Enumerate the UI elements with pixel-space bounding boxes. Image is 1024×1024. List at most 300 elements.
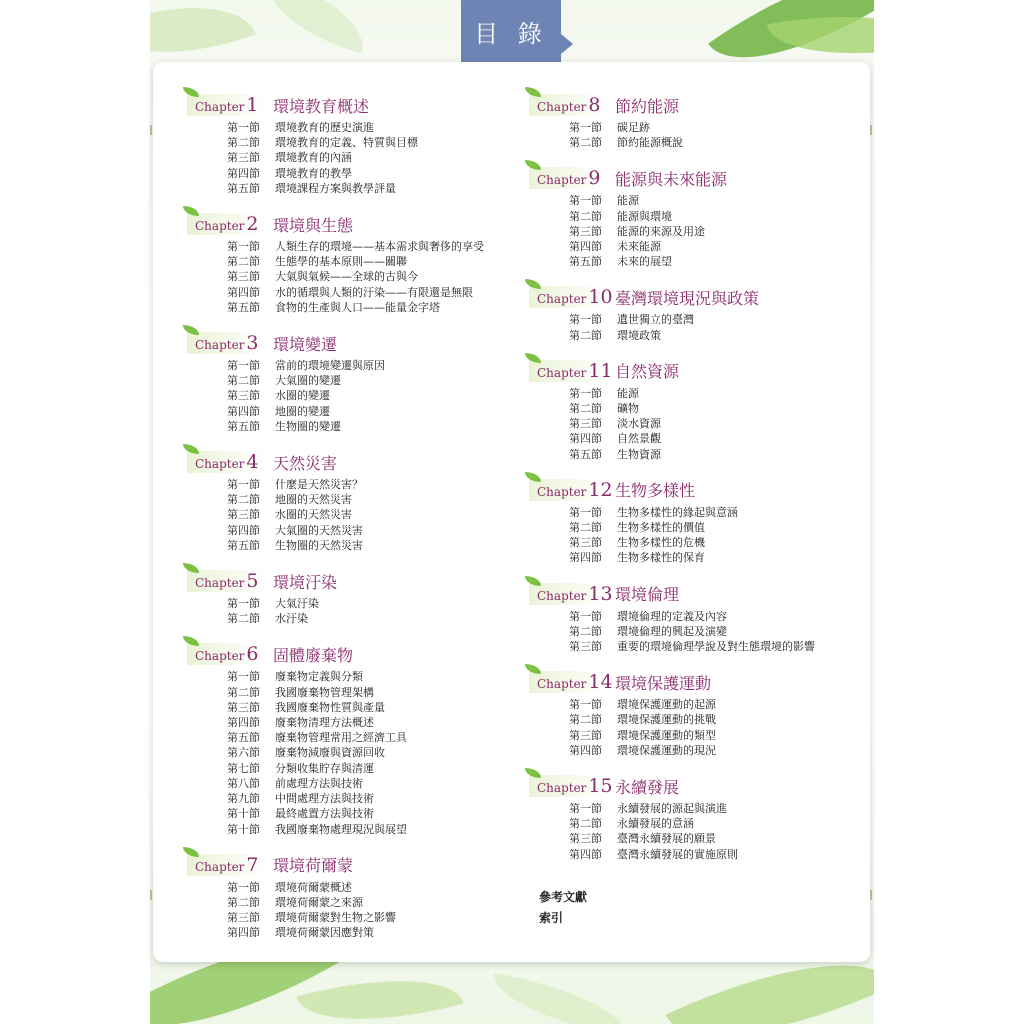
section-title: 礦物 <box>617 402 639 416</box>
chapter-word: Chapter <box>537 677 587 692</box>
toc-title-tab <box>461 0 561 62</box>
section-entry[interactable] <box>187 135 484 150</box>
chapter-entry <box>187 328 484 434</box>
section-entry[interactable] <box>187 404 484 419</box>
chapter-title: 生物多樣性 <box>615 481 696 501</box>
chapter-heading[interactable] <box>529 90 815 120</box>
section-number: 第九節 <box>227 792 260 806</box>
chapter-word: Chapter <box>537 100 587 114</box>
chapter-heading[interactable] <box>529 667 815 697</box>
leaf-icon <box>525 160 541 170</box>
chapter-title: 環境保護運動 <box>615 673 712 693</box>
section-number: 第四節 <box>569 743 602 757</box>
section-entry[interactable] <box>529 520 815 535</box>
chapter-badge <box>187 94 267 116</box>
section-number: 第四節 <box>227 523 260 537</box>
section-entry[interactable] <box>529 224 815 239</box>
section-number: 第一節 <box>569 802 602 816</box>
section-entry[interactable] <box>529 816 815 831</box>
chapter-word: Chapter <box>537 173 587 188</box>
chapter-title: 臺灣環境現況與政策 <box>615 288 760 308</box>
leaf-decoration <box>255 0 374 53</box>
section-title: 廢棄物定義與分類 <box>275 670 363 684</box>
section-entry[interactable] <box>187 507 484 522</box>
section-title: 環境保護運動的類型 <box>617 728 716 742</box>
section-entry[interactable] <box>187 700 484 715</box>
chapter-title: 自然資源 <box>615 362 680 382</box>
section-number: 第二節 <box>569 713 602 727</box>
section-number: 第四節 <box>227 716 260 730</box>
section-number: 第一節 <box>227 670 260 684</box>
chapter-number: 3 <box>246 332 259 355</box>
section-number: 第一節 <box>569 121 602 134</box>
section-entry[interactable] <box>529 712 815 727</box>
section-title: 環境荷爾蒙對生物之影響 <box>275 911 396 925</box>
chapter-word: Chapter <box>195 100 245 114</box>
chapter-word: Chapter <box>537 484 587 499</box>
section-title: 永續發展的源起與演進 <box>617 802 727 816</box>
section-title: 淡水資源 <box>617 417 661 431</box>
chapter-entry <box>529 579 815 655</box>
toc-right-column <box>529 90 815 862</box>
section-title: 最終處置方法與技術 <box>275 807 374 821</box>
chapter-word: Chapter <box>537 292 587 307</box>
section-entry[interactable] <box>187 523 484 538</box>
section-entry[interactable] <box>187 358 484 373</box>
chapter-word: Chapter <box>195 859 245 874</box>
chapter-title: 環境與生態 <box>273 215 354 235</box>
section-entry[interactable] <box>529 743 815 758</box>
chapter-heading[interactable] <box>187 447 484 477</box>
section-number: 第五節 <box>227 419 260 433</box>
section-number: 第三節 <box>569 640 602 654</box>
section-title: 自然景觀 <box>617 432 661 446</box>
chapter-badge <box>187 451 267 473</box>
section-number: 第二節 <box>569 209 602 223</box>
section-title: 能源與環境 <box>617 209 672 223</box>
section-entry[interactable] <box>187 538 484 553</box>
section-title: 大氣汙染 <box>275 597 319 611</box>
chapter-number: 13 <box>588 582 613 605</box>
section-entry[interactable] <box>529 312 815 327</box>
section-entry[interactable] <box>187 611 484 626</box>
section-number: 第二節 <box>569 817 602 831</box>
section-title: 遺世獨立的臺灣 <box>617 313 694 327</box>
section-number: 第四節 <box>227 285 260 299</box>
section-title: 生態學的基本原則——關聯 <box>275 255 407 269</box>
chapter-badge <box>187 570 267 592</box>
chapter-word: Chapter <box>537 781 587 796</box>
section-entry[interactable] <box>187 806 484 821</box>
section-entry[interactable] <box>529 697 815 712</box>
chapter-badge <box>187 643 267 665</box>
section-title: 分類收集貯存與清運 <box>275 761 374 775</box>
section-number: 第四節 <box>227 404 260 418</box>
section-number: 第五節 <box>227 538 260 552</box>
section-number: 第一節 <box>227 597 260 611</box>
section-entry[interactable] <box>187 254 484 269</box>
section-number: 第七節 <box>227 761 260 775</box>
section-number: 第五節 <box>227 731 260 745</box>
section-entry[interactable] <box>187 685 484 700</box>
leaf-icon <box>525 353 541 363</box>
chapter-word: Chapter <box>195 576 245 591</box>
section-title: 能源的來源及用途 <box>617 224 705 238</box>
section-number: 第一節 <box>227 359 260 373</box>
section-entry[interactable] <box>529 328 815 343</box>
chapter-title: 天然災害 <box>273 453 338 473</box>
chapter-badge <box>529 167 609 189</box>
section-entry[interactable] <box>529 728 815 743</box>
chapter-heading[interactable] <box>529 282 815 312</box>
chapter-heading[interactable] <box>529 163 815 193</box>
section-entry[interactable] <box>187 910 484 925</box>
chapter-word: Chapter <box>537 588 587 603</box>
section-entry[interactable] <box>529 831 815 846</box>
section-entry[interactable] <box>529 401 815 416</box>
section-title: 能源 <box>617 386 639 400</box>
section-title: 廢棄物減廢與資源回收 <box>275 746 385 760</box>
section-entry[interactable] <box>529 639 815 654</box>
chapter-badge <box>529 286 613 309</box>
section-number: 第二節 <box>227 685 260 699</box>
section-number: 第三節 <box>227 700 260 714</box>
section-number: 第五節 <box>227 181 260 195</box>
section-title: 大氣與氣候——全球的古與今 <box>275 270 418 284</box>
chapter-number: 8 <box>588 94 601 116</box>
section-entry[interactable] <box>187 373 484 388</box>
section-entry[interactable] <box>529 135 815 150</box>
section-title: 生物多樣性的保育 <box>617 551 705 565</box>
section-number: 第三節 <box>569 728 602 742</box>
margin-mark <box>870 125 872 135</box>
chapter-word: Chapter <box>195 457 245 472</box>
section-entry[interactable] <box>529 801 815 816</box>
section-entry[interactable] <box>187 269 484 284</box>
chapter-title: 能源與未來能源 <box>615 169 728 189</box>
section-entry[interactable] <box>529 609 815 624</box>
section-title: 環境教育的定義、特質與目標 <box>275 136 418 150</box>
section-number: 第一節 <box>227 478 260 492</box>
leaf-icon <box>183 206 199 216</box>
section-entry[interactable] <box>187 419 484 434</box>
section-number: 第三節 <box>227 508 260 522</box>
section-title: 水圈的天然災害 <box>275 508 352 522</box>
toc-left-column <box>187 90 484 941</box>
section-number: 第一節 <box>569 194 602 208</box>
section-title: 環境倫理的定義及內容 <box>617 609 727 623</box>
section-title: 生物資源 <box>617 447 661 461</box>
section-number: 第一節 <box>227 880 260 894</box>
section-number: 第四節 <box>569 551 602 565</box>
chapter-heading[interactable] <box>187 90 484 120</box>
section-title: 環境荷爾蒙之來源 <box>275 895 363 909</box>
leaf-icon <box>525 768 541 778</box>
chapter-number: 1 <box>246 94 259 116</box>
chapter-entry <box>529 475 815 566</box>
section-entry[interactable] <box>529 254 815 269</box>
section-entry[interactable] <box>187 822 484 837</box>
section-title: 環境課程方案與教學評量 <box>275 181 396 195</box>
section-title: 環境倫理的興起及演變 <box>617 624 727 638</box>
chapter-entry <box>529 90 815 150</box>
section-entry[interactable] <box>187 669 484 684</box>
section-title: 環境保護運動的挑戰 <box>617 713 716 727</box>
chapter-heading[interactable] <box>529 579 815 609</box>
chapter-heading[interactable] <box>187 850 484 880</box>
chapter-badge <box>529 671 613 694</box>
chapter-badge <box>187 332 267 354</box>
section-number: 第三節 <box>227 911 260 925</box>
section-title: 環境教育的內涵 <box>275 151 352 165</box>
section-number: 第二節 <box>569 136 602 150</box>
section-number: 第二節 <box>227 895 260 909</box>
chapter-badge <box>187 213 267 235</box>
chapter-heading[interactable] <box>529 771 815 801</box>
leaf-icon <box>525 472 541 482</box>
chapter-entry <box>529 163 815 269</box>
section-number: 第五節 <box>569 255 602 269</box>
margin-mark <box>150 125 152 135</box>
section-number: 第十節 <box>227 822 260 836</box>
section-number: 第一節 <box>227 240 260 254</box>
leaf-icon <box>183 444 199 454</box>
section-number: 第一節 <box>569 386 602 400</box>
leaf-icon <box>183 87 199 97</box>
section-entry[interactable] <box>187 388 484 403</box>
section-title: 永續發展的意涵 <box>617 817 694 831</box>
leaf-icon <box>183 563 199 573</box>
section-title: 大氣圈的變遷 <box>275 374 341 388</box>
section-entry[interactable] <box>529 416 815 431</box>
chapter-word: Chapter <box>195 649 245 664</box>
chapter-entry <box>529 282 815 342</box>
section-entry[interactable] <box>187 181 484 196</box>
section-entry[interactable] <box>187 596 484 611</box>
section-entry[interactable] <box>187 120 484 135</box>
chapter-number: 7 <box>246 853 259 876</box>
section-title: 環境保護運動的現況 <box>617 743 716 757</box>
section-number: 第三節 <box>569 536 602 550</box>
section-entry[interactable] <box>187 300 484 315</box>
chapter-number: 2 <box>246 213 259 236</box>
section-entry[interactable] <box>187 150 484 165</box>
chapter-title: 環境變遷 <box>273 334 338 354</box>
leaf-icon <box>525 664 541 674</box>
chapter-title: 固體廢棄物 <box>273 645 354 665</box>
chapter-title: 環境教育概述 <box>273 96 370 116</box>
section-title: 大氣圈的天然災害 <box>275 523 363 537</box>
section-title: 環境荷爾蒙因應對策 <box>275 926 374 940</box>
section-entry[interactable] <box>529 193 815 208</box>
chapter-heading[interactable] <box>529 356 815 386</box>
section-number: 第二節 <box>569 624 602 638</box>
section-number: 第三節 <box>227 389 260 403</box>
section-entry[interactable] <box>187 166 484 181</box>
section-entry[interactable] <box>529 535 815 550</box>
leaf-icon <box>183 847 199 857</box>
chapter-entry <box>529 356 815 462</box>
section-number: 第五節 <box>569 447 602 461</box>
section-title: 廢棄物管理常用之經濟工具 <box>275 731 407 745</box>
section-title: 水汙染 <box>275 612 308 626</box>
chapter-entry <box>187 639 484 836</box>
section-entry[interactable] <box>187 925 484 940</box>
section-number: 第八節 <box>227 776 260 790</box>
chapter-heading[interactable] <box>187 566 484 596</box>
section-number: 第二節 <box>569 521 602 535</box>
section-entry[interactable] <box>529 505 815 520</box>
chapter-heading[interactable] <box>187 328 484 358</box>
section-number: 第四節 <box>227 926 260 940</box>
section-entry[interactable] <box>529 239 815 254</box>
section-number: 第五節 <box>227 300 260 314</box>
section-entry[interactable] <box>529 386 815 401</box>
section-number: 第二節 <box>569 402 602 416</box>
chapter-word: Chapter <box>195 219 245 234</box>
chapter-word: Chapter <box>195 338 245 353</box>
section-title: 食物的生產與人口——能量金字塔 <box>275 300 440 314</box>
chapter-entry <box>187 447 484 553</box>
section-entry[interactable] <box>187 730 484 745</box>
chapter-heading[interactable] <box>187 209 484 239</box>
chapter-heading[interactable] <box>529 475 815 505</box>
chapter-title: 永續發展 <box>615 777 680 797</box>
chapter-number: 4 <box>246 451 259 474</box>
chapter-number: 14 <box>588 671 613 694</box>
section-title: 生物多樣性的緣起與意涵 <box>617 505 738 519</box>
chapter-number: 15 <box>588 775 613 798</box>
section-entry[interactable] <box>187 477 484 492</box>
section-entry[interactable] <box>187 492 484 507</box>
chapter-number: 5 <box>246 570 259 593</box>
chapter-number: 12 <box>588 478 613 501</box>
section-number: 第二節 <box>227 493 260 507</box>
section-number: 第十節 <box>227 807 260 821</box>
section-title: 中間處理方法與技術 <box>275 792 374 806</box>
section-entry[interactable] <box>187 895 484 910</box>
leaf-icon <box>183 325 199 335</box>
section-entry[interactable] <box>529 209 815 224</box>
section-title: 水的循環與人類的汙染——有限還是無限 <box>275 285 473 299</box>
section-entry[interactable] <box>187 776 484 791</box>
section-title: 廢棄物清理方法概述 <box>275 716 374 730</box>
section-number: 第一節 <box>569 698 602 712</box>
leaf-icon <box>525 87 541 97</box>
section-number: 第二節 <box>227 136 260 150</box>
section-number: 第三節 <box>569 224 602 238</box>
section-entry[interactable] <box>529 847 815 862</box>
section-title: 臺灣永續發展的實施原則 <box>617 847 738 861</box>
section-entry[interactable] <box>187 761 484 776</box>
section-title: 重要的環境倫理學說及對生態環境的影響 <box>617 640 815 654</box>
chapter-title: 環境倫理 <box>615 585 680 605</box>
margin-mark <box>150 890 152 900</box>
section-number: 第四節 <box>227 166 260 180</box>
section-title: 地圈的變遷 <box>275 404 330 418</box>
section-number: 第三節 <box>227 270 260 284</box>
toc-card <box>153 62 870 962</box>
section-entry[interactable] <box>529 550 815 565</box>
section-entry[interactable] <box>529 624 815 639</box>
section-title: 當前的環境變遷與原因 <box>275 359 385 373</box>
margin-mark <box>870 890 872 900</box>
section-number: 第二節 <box>569 328 602 342</box>
chapter-entry <box>187 209 484 315</box>
section-title: 我國廢棄物性質與產量 <box>275 700 385 714</box>
section-number: 第四節 <box>569 432 602 446</box>
section-title: 什麼是天然災害？ <box>275 478 363 492</box>
section-number: 第四節 <box>569 240 602 254</box>
references-link[interactable]: 參考文獻 <box>539 890 588 904</box>
section-number: 第一節 <box>569 609 602 623</box>
section-title: 我國廢棄物處理現況與展望 <box>275 822 407 836</box>
chapter-title: 環境荷爾蒙 <box>273 856 354 876</box>
section-title: 生物圈的變遷 <box>275 419 341 433</box>
section-number: 第三節 <box>569 832 602 846</box>
leaf-icon <box>183 636 199 646</box>
chapter-number: 10 <box>588 286 613 309</box>
section-entry[interactable] <box>187 715 484 730</box>
chapter-badge <box>529 359 613 382</box>
section-title: 環境政策 <box>617 328 661 342</box>
section-number: 第四節 <box>569 847 602 861</box>
section-title: 臺灣永續發展的願景 <box>617 832 716 846</box>
section-number: 第一節 <box>569 505 602 519</box>
section-title: 環境教育的教學 <box>275 166 352 180</box>
section-title: 環境保護運動的起源 <box>617 698 716 712</box>
section-number: 第三節 <box>227 151 260 165</box>
chapter-entry <box>529 667 815 758</box>
leaf-icon <box>525 279 541 289</box>
section-entry[interactable] <box>529 120 815 135</box>
section-title: 前處理方法與技術 <box>275 776 363 790</box>
section-entry[interactable] <box>187 791 484 806</box>
section-entry[interactable] <box>187 880 484 895</box>
section-entry[interactable] <box>529 431 815 446</box>
section-entry[interactable] <box>187 745 484 760</box>
section-title: 地圈的天然災害 <box>275 493 352 507</box>
chapter-badge <box>529 582 613 605</box>
chapter-heading[interactable] <box>187 639 484 669</box>
chapter-number: 9 <box>588 167 601 190</box>
section-entry[interactable] <box>187 285 484 300</box>
section-title: 我國廢棄物管理架構 <box>275 685 374 699</box>
chapter-number: 11 <box>588 359 613 382</box>
section-title: 環境教育的歷史演進 <box>275 121 374 134</box>
chapter-word: Chapter <box>537 365 587 380</box>
section-number: 第二節 <box>227 612 260 626</box>
chapter-number: 6 <box>246 643 259 666</box>
toc-title: 目 錄 <box>474 19 548 48</box>
section-title: 碳足跡 <box>617 121 650 134</box>
section-title: 節約能源概說 <box>617 136 683 150</box>
section-entry[interactable] <box>529 447 815 462</box>
chapter-badge <box>187 854 267 876</box>
section-number: 第二節 <box>227 374 260 388</box>
section-title: 水圈的變遷 <box>275 389 330 403</box>
leaf-icon <box>525 576 541 586</box>
section-entry[interactable] <box>187 239 484 254</box>
chapter-entry <box>187 90 484 196</box>
chapter-badge <box>529 775 613 798</box>
section-title: 能源 <box>617 194 639 208</box>
section-number: 第二節 <box>227 255 260 269</box>
index-link[interactable]: 索引 <box>539 911 564 925</box>
section-title: 生物圈的天然災害 <box>275 538 363 552</box>
section-title: 環境荷爾蒙概述 <box>275 880 352 894</box>
chapter-title: 環境汙染 <box>273 572 338 592</box>
